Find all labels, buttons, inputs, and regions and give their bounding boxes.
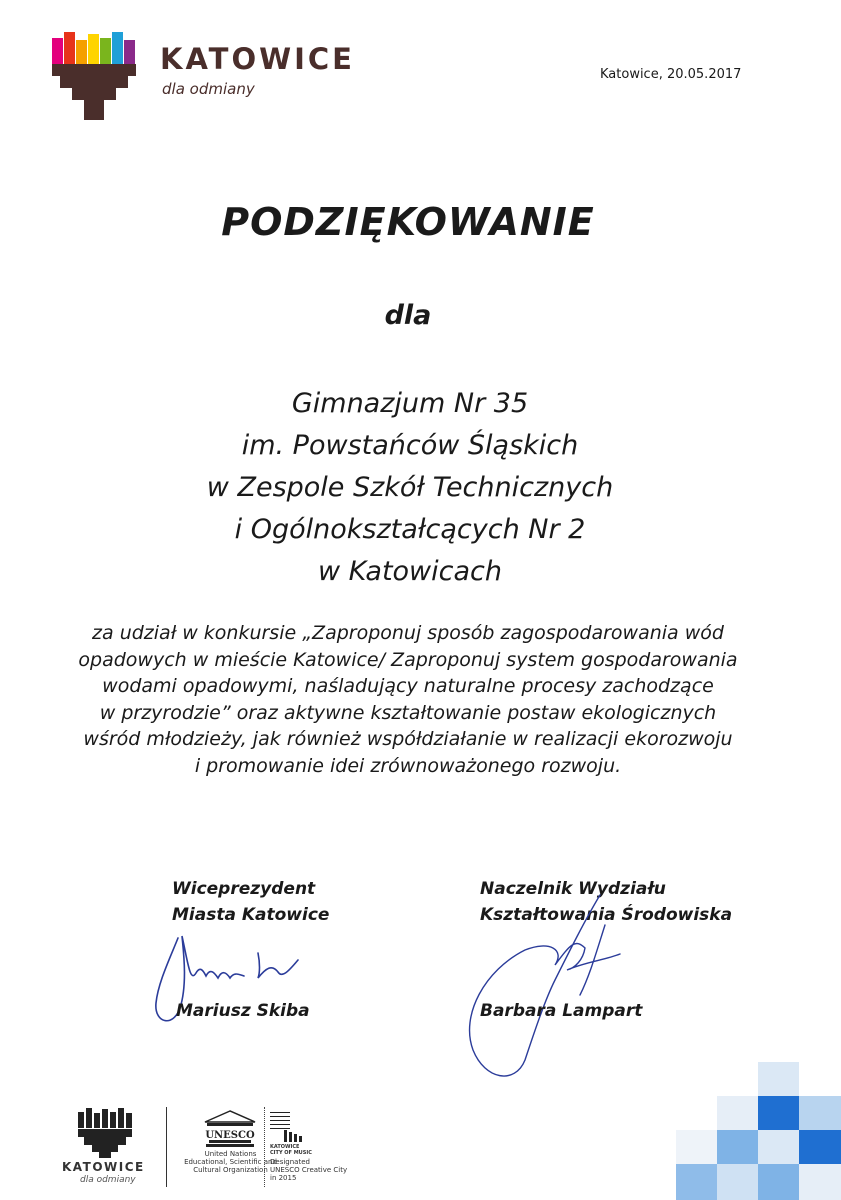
left-signatory-role xyxy=(172,876,329,928)
pixel-decoration-icon xyxy=(676,1062,841,1200)
recipient-line: i Ogólnokształcących Nr 2 xyxy=(234,514,586,545)
footer-dotted-divider xyxy=(264,1107,265,1187)
logo-tagline: dla odmiany xyxy=(162,80,255,98)
footer-divider xyxy=(166,1107,167,1187)
music-line: UNESCO Creative City xyxy=(270,1166,348,1174)
unesco-caption xyxy=(178,1150,283,1174)
city-of-music-caption xyxy=(270,1158,347,1182)
document-title: PODZIĘKOWANIE xyxy=(221,200,595,244)
unesco-line: United Nations xyxy=(204,1150,257,1158)
reason-line: opadowych w mieście Katowice/ Zaproponuj system gospodarowania xyxy=(78,648,738,671)
unesco-line: Educational, Scientific and xyxy=(184,1158,277,1166)
reason-line: wodami opadowymi, naśladujący naturalne procesy zachodzące xyxy=(102,675,714,697)
reason-paragraph xyxy=(0,620,816,779)
for-word: dla xyxy=(384,300,432,331)
unesco-temple-icon xyxy=(203,1110,257,1152)
right-signatory-name: Barbara Lampart xyxy=(480,1001,643,1021)
footer-logo-wordmark: KATOWICE xyxy=(62,1160,145,1174)
role-line: Naczelnik Wydziału xyxy=(480,879,666,899)
left-signature-icon xyxy=(148,928,308,1038)
city-of-music-icon xyxy=(270,1110,304,1144)
reason-line: w przyrodzie” oraz aktywne kształtowanie postaw ekologicznych xyxy=(99,701,717,724)
footer-katowice-logo-icon xyxy=(78,1108,132,1158)
music-line: in 2015 xyxy=(270,1174,297,1182)
recipient-line: im. Powstańców Śląskich xyxy=(241,430,579,461)
recipient-line: w Zespole Szkół Technicznych xyxy=(206,472,614,503)
recipient-line: w Katowicach xyxy=(318,556,502,587)
recipient-line: Gimnazjum Nr 35 xyxy=(291,388,529,419)
reason-line: za udział w konkursie „Zaproponuj sposób zagospodarowania wód xyxy=(92,622,724,644)
reason-line: wśród młodzieży, jak również współdziałanie w realizacji ekorozwoju xyxy=(83,728,733,750)
right-signature-icon xyxy=(455,890,655,1085)
logo-wordmark: KATOWICE xyxy=(160,42,355,76)
role-line: Wiceprezydent xyxy=(172,879,316,899)
document-date: Katowice, 20.05.2017 xyxy=(600,67,742,82)
reason-line: i promowanie idei zrównoważonego rozwoju. xyxy=(194,754,622,777)
unesco-line: Cultural Organization xyxy=(193,1166,268,1174)
role-line: Miasta Katowice xyxy=(172,905,330,925)
music-sublabel-line: CITY OF MUSIC xyxy=(270,1150,312,1156)
unesco-wordmark: UNESCO xyxy=(205,1130,255,1141)
katowice-logo-icon xyxy=(52,32,138,122)
left-signatory-name: Mariusz Skiba xyxy=(176,1001,310,1021)
music-line: Designated xyxy=(270,1158,310,1166)
city-of-music-label xyxy=(270,1144,312,1156)
footer-logo-tagline: dla odmiany xyxy=(80,1175,136,1185)
recipient-block xyxy=(0,383,820,593)
role-line: Kształtowania Środowiska xyxy=(480,905,733,925)
music-label-line: KATOWICE xyxy=(270,1144,300,1150)
